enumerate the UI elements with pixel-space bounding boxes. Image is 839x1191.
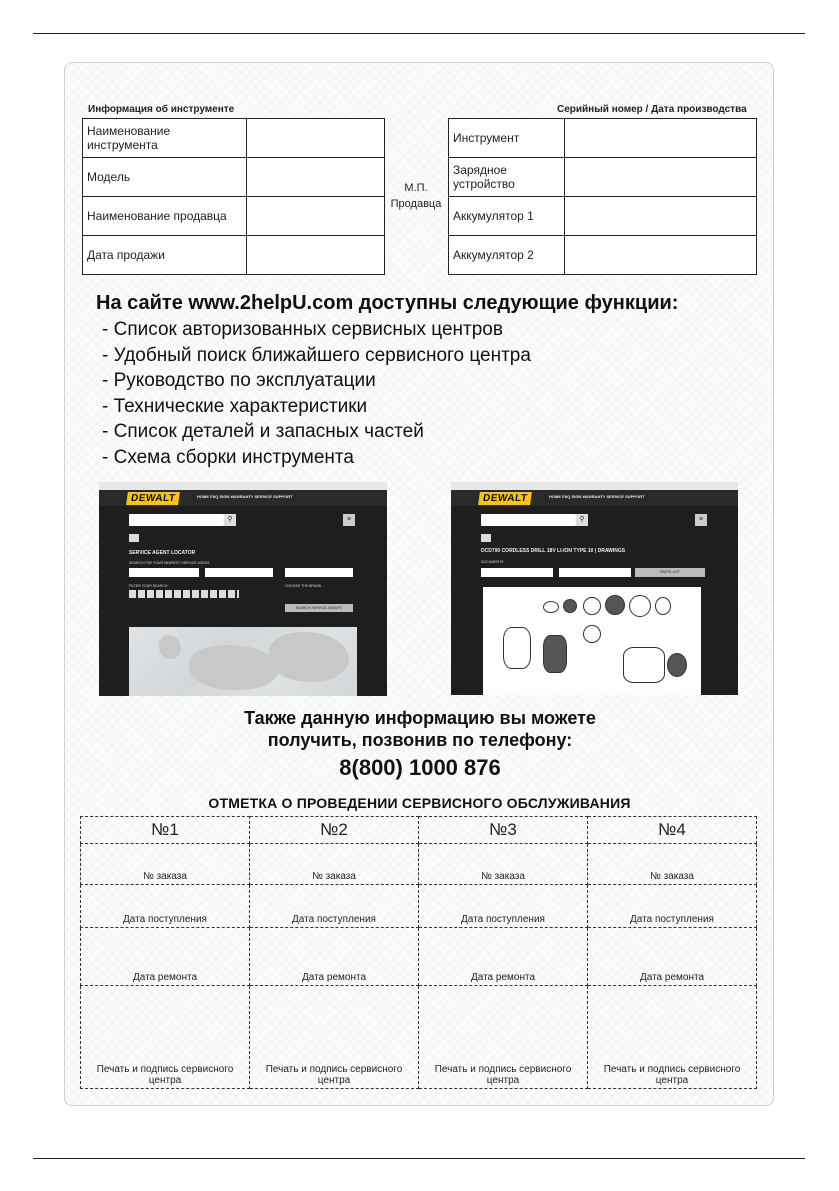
search-input[interactable]	[129, 514, 224, 526]
value-cell[interactable]	[247, 236, 385, 275]
table-row	[449, 197, 757, 236]
row-label: Дата продажи	[83, 236, 247, 275]
search-input[interactable]	[481, 514, 576, 526]
serial-header: Серийный номер / Дата производства	[557, 104, 747, 115]
drawing-part	[655, 597, 671, 615]
value-cell[interactable]	[565, 197, 757, 236]
menu-icon[interactable]: ≡	[695, 514, 707, 526]
stamp-label	[390, 180, 442, 212]
signature-cell[interactable]: Печать и подпись сервисного центра	[419, 986, 588, 1089]
row-label: Зарядное устройство	[449, 158, 565, 197]
column-number: №1	[81, 817, 250, 844]
list-item: - Список деталей и запасных частей	[102, 421, 424, 442]
service-locator-screenshot	[99, 482, 387, 696]
site-header	[99, 490, 387, 506]
browser-top-bar	[99, 482, 387, 490]
repair-date-cell[interactable]: Дата ремонта	[250, 928, 419, 986]
tool-info-table	[82, 118, 385, 275]
functions-title: На сайте www.2helpU.com доступны следующие функции:	[96, 292, 679, 314]
tool-info-header: Информация об инструменте	[88, 104, 235, 115]
site-header	[451, 490, 738, 506]
document-select-1[interactable]	[481, 568, 553, 577]
search-icon[interactable]: ⚲	[224, 514, 236, 526]
drawing-part	[563, 599, 577, 613]
stamp-label-line2: Продавца	[390, 198, 442, 210]
service-title: ОТМЕТКА О ПРОВЕДЕНИИ СЕРВИСНОГО ОБСЛУЖИВАНИЯ	[208, 795, 631, 811]
drawing-part	[667, 653, 687, 677]
received-date-cell[interactable]: Дата поступления	[588, 885, 757, 928]
list-item: - Список авторизованных сервисных центров	[102, 319, 503, 340]
table-row	[449, 158, 757, 197]
dewalt-logo: DEWALT	[478, 492, 532, 505]
phone-line-2: получить, позвонив по телефону:	[267, 730, 573, 750]
drawing-part	[605, 595, 625, 615]
home-icon	[129, 534, 139, 542]
table-row	[449, 236, 757, 275]
browser-top-bar	[451, 482, 738, 490]
table-row	[83, 119, 385, 158]
drawing-part	[543, 601, 559, 613]
order-number-cell[interactable]: № заказа	[81, 844, 250, 885]
radius-field[interactable]	[285, 568, 353, 577]
dewalt-logo: DEWALT	[126, 492, 180, 505]
list-item: - Руководство по эксплуатации	[102, 370, 376, 391]
exploded-drawing	[483, 587, 701, 695]
drawing-part	[629, 595, 651, 617]
signature-cell[interactable]: Печать и подпись сервисного центра	[250, 986, 419, 1089]
value-cell[interactable]	[565, 119, 757, 158]
value-cell[interactable]	[565, 158, 757, 197]
repair-date-cell[interactable]: Дата ремонта	[81, 928, 250, 986]
order-number-cell[interactable]: № заказа	[250, 844, 419, 885]
search-subheading: SEARCH FOR YOUR NEAREST SERVICE AGENT	[129, 561, 210, 565]
value-cell[interactable]	[247, 119, 385, 158]
page-title: SERVICE AGENT LOCATOR	[129, 550, 196, 556]
drawings-screenshot	[451, 482, 738, 695]
drawing-part	[583, 625, 601, 643]
received-date-cell[interactable]: Дата поступления	[81, 885, 250, 928]
table-row	[81, 885, 757, 928]
row-label: Наименование продавца	[83, 197, 247, 236]
search-agents-button[interactable]: SEARCH SERVICE AGENTS	[285, 604, 353, 612]
service-table	[80, 816, 757, 1089]
documents-subheading: DOCUMENTS	[481, 560, 504, 564]
list-item: - Схема сборки инструмента	[102, 446, 354, 468]
row-label: Аккумулятор 2	[449, 236, 565, 275]
map-land	[189, 645, 279, 690]
phone-section	[160, 707, 680, 783]
column-number: №4	[588, 817, 757, 844]
table-row	[81, 986, 757, 1089]
value-cell[interactable]	[247, 158, 385, 197]
search-icon[interactable]: ⚲	[576, 514, 588, 526]
drawing-part	[503, 627, 531, 669]
brand-subheading: CHOOSE THE BRAND	[285, 584, 322, 588]
signature-cell[interactable]: Печать и подпись сервисного центра	[81, 986, 250, 1089]
top-rule	[33, 33, 805, 34]
functions-list	[96, 292, 678, 470]
table-row	[83, 158, 385, 197]
row-label: Аккумулятор 1	[449, 197, 565, 236]
serial-table	[448, 118, 757, 275]
postcode-field[interactable]	[205, 568, 273, 577]
stamp-label-line1: М.П.	[404, 182, 428, 194]
repair-date-cell[interactable]: Дата ремонта	[588, 928, 757, 986]
order-number-cell[interactable]: № заказа	[419, 844, 588, 885]
row-label: Инструмент	[449, 119, 565, 158]
table-row	[449, 119, 757, 158]
bottom-rule	[33, 1158, 805, 1159]
table-row	[83, 236, 385, 275]
received-date-cell[interactable]: Дата поступления	[250, 885, 419, 928]
home-icon	[481, 534, 491, 542]
site-nav: HOME FAQ SIGN WARRANTY SERVICE SUPPORT	[549, 494, 645, 499]
list-item: - Технические характеристики	[102, 395, 368, 417]
location-field[interactable]	[129, 568, 199, 577]
phone-line-1: Также данную информацию вы можете	[244, 708, 596, 728]
map[interactable]	[129, 627, 357, 696]
column-number: №3	[419, 817, 588, 844]
page-title: DCD790 CORDLESS DRILL 18V LI-ION TYPE 10 | DRAWINGS	[481, 548, 626, 554]
phone-number[interactable]: 8(800) 1000 876	[339, 755, 501, 780]
value-cell[interactable]	[247, 197, 385, 236]
received-date-cell[interactable]: Дата поступления	[419, 885, 588, 928]
order-number-cell[interactable]: № заказа	[588, 844, 757, 885]
drawing-part	[623, 647, 665, 683]
repair-date-cell[interactable]: Дата ремонта	[419, 928, 588, 986]
parts-list-button[interactable]: PARTS LIST	[635, 568, 705, 577]
value-cell[interactable]	[565, 236, 757, 275]
drawing-part	[583, 597, 601, 615]
row-label: Наименование инструмента	[83, 119, 247, 158]
map-land	[269, 632, 349, 682]
filter-icons-row[interactable]	[129, 590, 239, 598]
table-row	[81, 928, 757, 986]
row-label: Модель	[83, 158, 247, 197]
list-item: - Удобный поиск ближайшего сервисного центра	[102, 344, 531, 366]
table-row	[83, 197, 385, 236]
column-number: №2	[250, 817, 419, 844]
table-row	[81, 844, 757, 885]
filter-subheading: FILTER YOUR SEARCH	[129, 584, 168, 588]
table-row	[81, 817, 757, 844]
document-select-2[interactable]	[559, 568, 631, 577]
map-land	[159, 635, 181, 659]
site-nav: HOME FAQ SIGN WARRANTY SERVICE SUPPORT	[197, 494, 293, 499]
signature-cell[interactable]: Печать и подпись сервисного центра	[588, 986, 757, 1089]
menu-icon[interactable]: ≡	[343, 514, 355, 526]
drawing-part	[543, 635, 567, 673]
